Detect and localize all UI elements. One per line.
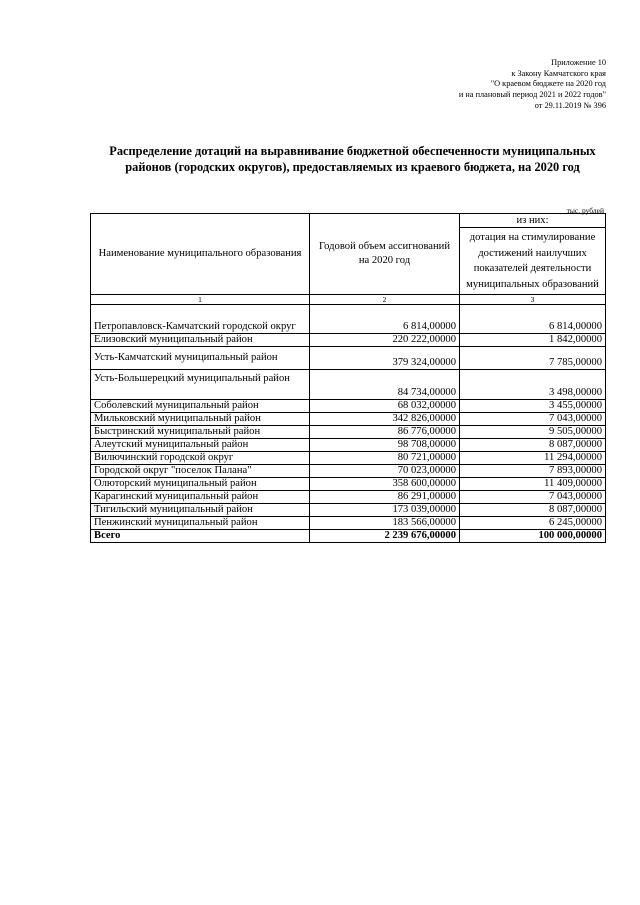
row-subsidy: 6 814,00000 (460, 305, 606, 334)
row-subsidy: 1 842,00000 (460, 334, 606, 347)
column-number: 3 (460, 295, 606, 305)
row-name: Тигильский муниципальный район (91, 504, 310, 517)
table-row (91, 478, 606, 491)
row-annual: 173 039,00000 (310, 504, 460, 517)
row-annual: 70 023,00000 (310, 465, 460, 478)
total-subsidy: 100 000,00000 (460, 530, 606, 543)
row-subsidy: 11 294,00000 (460, 452, 606, 465)
row-subsidy: 7 043,00000 (460, 491, 606, 504)
table-row (91, 400, 606, 413)
header-subsidy: дотация на стимулирование достижений наилучших показателей деятельности муниципальных образований (460, 228, 606, 295)
table-row (91, 426, 606, 439)
row-annual: 80 721,00000 (310, 452, 460, 465)
row-name: Усть-Камчатский муниципальный район (91, 347, 310, 370)
row-annual: 68 032,00000 (310, 400, 460, 413)
row-name: Соболевский муниципальный район (91, 400, 310, 413)
header-of-which: из них: (460, 214, 606, 228)
total-row (91, 530, 606, 543)
column-number: 1 (91, 295, 310, 305)
row-annual: 86 291,00000 (310, 491, 460, 504)
row-name: Вилючинский городской округ (91, 452, 310, 465)
row-subsidy: 3 455,00000 (460, 400, 606, 413)
appendix-line: к Закону Камчатского края (511, 68, 606, 78)
row-name: Городской округ "поселок Палана" (91, 465, 310, 478)
subsidy-table (90, 213, 606, 543)
table-row (91, 504, 606, 517)
row-subsidy: 8 087,00000 (460, 439, 606, 452)
table-row (91, 491, 606, 504)
row-subsidy: 7 785,00000 (460, 347, 606, 370)
row-subsidy: 7 043,00000 (460, 413, 606, 426)
row-subsidy: 6 245,00000 (460, 517, 606, 530)
total-annual: 2 239 676,00000 (310, 530, 460, 543)
table-row (91, 452, 606, 465)
row-annual: 6 814,00000 (310, 305, 460, 334)
row-annual: 358 600,00000 (310, 478, 460, 491)
table-row (91, 517, 606, 530)
table-row (91, 413, 606, 426)
row-name: Пенжинский муниципальный район (91, 517, 310, 530)
row-annual: 86 776,00000 (310, 426, 460, 439)
row-annual: 220 222,00000 (310, 334, 460, 347)
table-row (91, 305, 606, 334)
column-number-row (91, 295, 606, 305)
table-row (91, 334, 606, 347)
row-annual: 84 734,00000 (310, 370, 460, 400)
table-row (91, 347, 606, 370)
table-row (91, 465, 606, 478)
row-subsidy: 9 505,00000 (460, 426, 606, 439)
row-name: Карагинский муниципальный район (91, 491, 310, 504)
row-subsidy: 11 409,00000 (460, 478, 606, 491)
table-row (91, 370, 606, 400)
table-row (91, 439, 606, 452)
row-annual: 342 826,00000 (310, 413, 460, 426)
total-name: Всего (91, 530, 310, 543)
column-number: 2 (310, 295, 460, 305)
row-subsidy: 3 498,00000 (460, 370, 606, 400)
header-name: Наименование муниципального образования (91, 214, 310, 295)
row-name: Алеутский муниципальный район (91, 439, 310, 452)
appendix-reference (459, 58, 606, 112)
row-name: Усть-Большерецкий муниципальный район (91, 370, 310, 400)
row-name: Мильковский муниципальный район (91, 413, 310, 426)
row-annual: 379 324,00000 (310, 347, 460, 370)
appendix-line: от 29.11.2019 № 396 (534, 100, 606, 110)
row-name: Петропавловск-Камчатский городской округ (91, 305, 310, 334)
appendix-line: и на плановый период 2021 и 2022 годов" (458, 90, 606, 100)
row-name: Быстринский муниципальный район (91, 426, 310, 439)
document-title: Распределение дотаций на выравнивание бюджетной обеспеченности муниципальных районов (городских округов), предоставляемых из краевого бюджета, на 2020 год (109, 144, 596, 174)
appendix-line: Приложение 10 (551, 58, 606, 67)
row-subsidy: 8 087,00000 (460, 504, 606, 517)
row-annual: 98 708,00000 (310, 439, 460, 452)
units-label: тыс. рублей (566, 206, 604, 215)
row-name: Елизовский муниципальный район (91, 334, 310, 347)
header-row (91, 214, 606, 228)
appendix-line: "О краевом бюджете на 2020 год (490, 79, 606, 89)
header-annual: Годовой объем ассигнований на 2020 год (310, 214, 460, 295)
row-name: Олюторский муниципальный район (91, 478, 310, 491)
row-annual: 183 566,00000 (310, 517, 460, 530)
row-subsidy: 7 893,00000 (460, 465, 606, 478)
